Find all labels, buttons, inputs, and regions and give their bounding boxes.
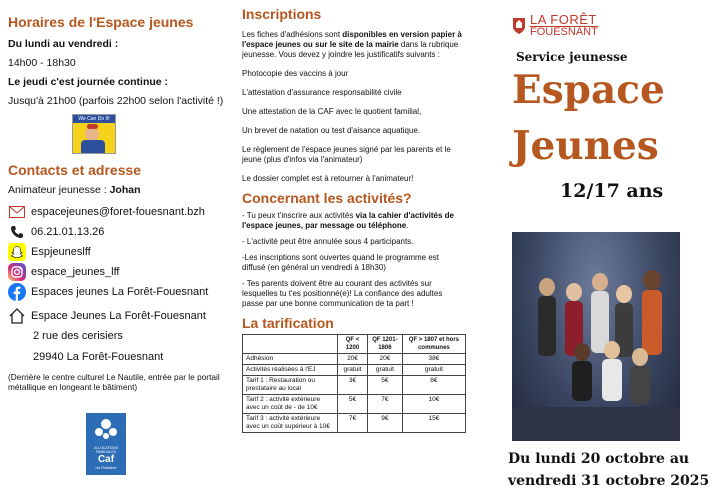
table-cell: 5€ — [338, 395, 368, 414]
hours-title: Horaires de l'Espace jeunes — [8, 14, 194, 30]
instagram-icon — [8, 263, 26, 281]
list-item: L'attestation d'assurance responsabilité civile — [242, 88, 402, 97]
table-cell: gratuit — [402, 365, 465, 376]
thursday-hours: Jusqu'à 21h00 (parfois 22h00 selon l'activité !) — [8, 95, 224, 107]
date-range-line2: vendredi 31 octobre 2025 — [508, 473, 710, 489]
table-cell: 15€ — [402, 414, 465, 433]
table-cell: 7€ — [338, 414, 368, 433]
instagram-handle[interactable]: espace_jeunes_lff — [31, 265, 120, 278]
table-header: QF 1201-1806 — [368, 335, 403, 354]
poster-caption: We Can Do It! — [73, 115, 115, 123]
list-item: Une attestation de la CAF avec le quotient familial, — [242, 107, 422, 116]
table-cell: 20€ — [368, 354, 403, 365]
table-row — [243, 414, 466, 433]
logo-line1: LA FORÊT — [530, 12, 597, 27]
table-cell: Tarif 3 : activité extérieure avec un coût supérieur à 10€ — [243, 414, 338, 433]
animator-line — [8, 184, 227, 197]
address-row — [8, 307, 227, 325]
age-range: 12/17 ans — [560, 180, 664, 202]
contacts-title: Contacts et adresse — [8, 162, 142, 178]
table-header — [243, 335, 338, 354]
facebook-page[interactable]: Espaces jeunes La Forêt-Fouesnant — [31, 285, 209, 298]
caf-logo — [86, 413, 126, 475]
activity-rule-3: -Les inscriptions sont ouvertes quand le programme est diffusé (en général un vendredi à 18h30) — [242, 253, 439, 272]
list-item: Un brevet de natation ou test d'aisance aquatique. — [242, 126, 421, 135]
table-row — [243, 365, 466, 376]
tarif-table — [242, 334, 466, 433]
house-icon — [8, 307, 26, 325]
caf-line1: ALLOCATIONS FAMILIALES — [93, 446, 119, 454]
weekday-hours: 14h00 - 18h30 — [8, 57, 76, 69]
table-cell: 10€ — [402, 395, 465, 414]
envelope-icon — [8, 203, 26, 221]
table-cell: Tarif 1 : Restauration ou prestataire au local — [243, 376, 338, 395]
activity-rule-4: - Tes parents doivent être au courant des activités sur lesquelles tu t'es positionné(e)! La confiance des adultes passe par une bonne communication de ta part ! — [242, 279, 443, 308]
service-label: Service jeunesse — [516, 50, 628, 64]
table-cell: 8€ — [402, 376, 465, 395]
address-city: 29940 La Forêt-Fouesnant — [33, 351, 164, 363]
table-cell: 3€ — [338, 376, 368, 395]
table-cell: Activités réalisées à l'EJ — [243, 365, 338, 376]
date-range-line1: Du lundi 20 octobre au — [508, 451, 690, 467]
caf-line3: du Finistère — [95, 465, 117, 470]
table-cell: 38€ — [402, 354, 465, 365]
inscriptions-title: Inscriptions — [242, 6, 322, 22]
table-cell: gratuit — [368, 365, 403, 376]
table-header: QF > 1807 et hors communes — [402, 335, 465, 354]
animator-label: Animateur jeunesse : — [8, 184, 110, 196]
info-column — [236, 0, 466, 493]
activity-rule-2: - L'activité peut être annulée sous 4 participants. — [242, 237, 414, 246]
list-item: Photocopie des vaccins à jour — [242, 69, 349, 78]
table-header-row — [243, 335, 466, 354]
table-cell: 5€ — [368, 376, 403, 395]
thursday-label: Le jeudi c'est journée continue : — [8, 76, 169, 88]
address-street: 2 rue des cerisiers — [33, 330, 123, 342]
snapchat-icon — [8, 243, 26, 261]
list-item: Le règlement de l'espace jeunes signé par les parents et le jeune (plus d'infos via l'animateur) — [242, 145, 451, 164]
caf-line2: Caf — [97, 454, 115, 465]
table-cell: Adhésion — [243, 354, 338, 365]
list-item: Le dossier complet est à retourner à l'animateur! — [242, 174, 414, 183]
person-silhouettes-icon — [538, 270, 662, 404]
contact-column — [0, 0, 233, 493]
town-logo — [512, 14, 598, 38]
snapchat-handle[interactable]: Espjeuneslff — [31, 245, 91, 258]
phone-row[interactable] — [8, 223, 227, 241]
we-can-do-it-poster — [72, 114, 116, 154]
snapchat-row[interactable] — [8, 243, 227, 261]
facebook-icon — [8, 283, 26, 301]
table-cell: 9€ — [368, 414, 403, 433]
documents-list — [242, 69, 462, 184]
address-name: Espace Jeunes La Forêt-Fouesnant — [31, 309, 206, 322]
weekday-label: Du lundi au vendredi : — [8, 38, 119, 50]
caf-emblem-icon — [91, 417, 121, 441]
crest-icon — [512, 17, 526, 35]
animator-name: Johan — [109, 184, 141, 196]
title-espace: Espace — [512, 67, 665, 113]
inscriptions-intro: Les fiches d'adhésions sont disponibles en version papier à l'espace jeunes ou sur le site de la mairie dans la rubrique jeunesse. Vous devez y joindre les justificatifs suivants : — [242, 30, 462, 59]
email-row[interactable] — [8, 203, 227, 221]
facebook-row[interactable] — [8, 283, 227, 301]
cover-column — [494, 0, 720, 493]
phone-number[interactable]: 06.21.01.13.26 — [31, 225, 105, 238]
address-note: (Derrière le centre culturel Le Nautile, entrée par le portail métallique en longeant le bâtiment) — [8, 372, 220, 392]
table-cell: gratuit — [338, 365, 368, 376]
table-cell: Tarif 2 : activité extérieure avec un coût de - de 10€ — [243, 395, 338, 414]
table-cell: 20€ — [338, 354, 368, 365]
activities-title: Concernant les activités? — [242, 190, 412, 206]
table-header: QF < 1200 — [338, 335, 368, 354]
table-row — [243, 354, 466, 365]
table-cell: 7€ — [368, 395, 403, 414]
table-row — [243, 395, 466, 414]
table-row — [243, 376, 466, 395]
title-jeunes: Jeunes — [512, 123, 659, 169]
email-link[interactable]: espacejeunes@foret-fouesnant.bzh — [31, 205, 205, 218]
phone-icon — [8, 223, 26, 241]
logo-line2: FOUESNANT — [530, 26, 598, 38]
group-photo — [512, 232, 680, 441]
tarif-title: La tarification — [242, 315, 334, 331]
activity-rule-1: - Tu peux t'inscrire aux activités via la cahier d'activités de l'espace jeunes, par message ou téléphone. — [242, 211, 454, 230]
instagram-row[interactable] — [8, 263, 227, 281]
